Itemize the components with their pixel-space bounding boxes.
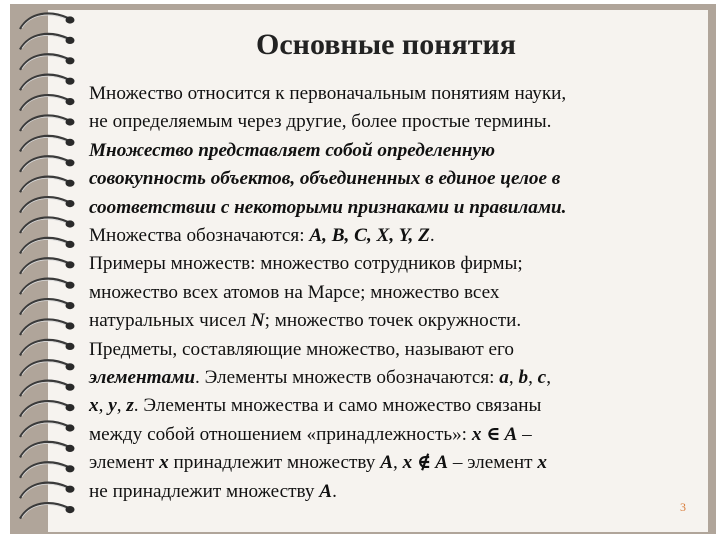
- text-segment: –: [517, 423, 532, 445]
- text-segment: x: [159, 452, 169, 474]
- text-segment: x ∉ A: [402, 452, 449, 474]
- spiral-ring: [20, 54, 75, 70]
- text-segment: N: [250, 310, 265, 332]
- spiral-ring: [20, 483, 75, 499]
- spiral-ring: [20, 95, 75, 111]
- spiral-ring: [20, 13, 75, 29]
- text-segment: множество всех атомов на Марсе; множество всех: [89, 281, 500, 303]
- text-segment: A: [319, 480, 333, 502]
- text-segment: Множество представляет собой определенную: [89, 139, 496, 161]
- body-text: [89, 80, 709, 506]
- text-segment: x: [537, 452, 547, 474]
- body-line: [89, 80, 709, 108]
- body-line: [89, 137, 709, 165]
- body-line: [89, 336, 709, 364]
- text-segment: ,: [98, 395, 109, 417]
- spiral-ring: [20, 462, 75, 478]
- spiral-ring: [20, 115, 75, 131]
- spiral-ring: [20, 401, 75, 417]
- text-segment: .: [429, 225, 435, 247]
- text-segment: Множества обозначаются:: [89, 225, 310, 247]
- body-line: [89, 478, 709, 506]
- text-segment: элементами: [89, 367, 196, 389]
- spiral-ring: [20, 319, 75, 335]
- text-segment: Множество относится к первоначальным понятиям науки,: [89, 83, 567, 104]
- spiral-ring: [20, 381, 75, 397]
- body-line: [89, 392, 709, 420]
- spiral-ring: [20, 442, 75, 458]
- text-segment: совокупность объектов, объединенных в единое целое в: [89, 168, 561, 190]
- text-segment: a: [499, 367, 509, 389]
- text-segment: c: [537, 367, 547, 389]
- text-segment: – элемент: [448, 452, 538, 474]
- body-line: [89, 421, 709, 449]
- spiral-ring: [20, 258, 75, 274]
- spiral-ring: [20, 177, 75, 193]
- spiral-ring: [20, 34, 75, 50]
- spiral-ring: [20, 217, 75, 233]
- text-segment: соответствии с некоторыми признаками и правилами.: [89, 196, 567, 218]
- text-segment: ,: [393, 452, 403, 474]
- spiral-binding: [0, 0, 96, 540]
- spiral-ring: [20, 136, 75, 152]
- text-segment: .: [332, 480, 337, 502]
- text-segment: Предметы, составляющие множество, называют его: [89, 338, 515, 360]
- body-line: [89, 194, 709, 222]
- slide-title: Основные понятия: [256, 28, 516, 61]
- text-segment: между собой отношением «принадлежность»:: [89, 423, 472, 445]
- body-line: [89, 222, 709, 250]
- text-segment: ; множество точек окружности.: [264, 310, 522, 332]
- text-segment: не принадлежит множеству: [89, 480, 320, 502]
- body-line: [89, 165, 709, 193]
- text-segment: Примеры множеств: множество сотрудников фирмы;: [89, 253, 523, 275]
- spiral-ring: [20, 503, 75, 519]
- text-segment: не определяемым через другие, более простые термины.: [89, 111, 552, 133]
- text-segment: A, B, C, X, Y, Z: [309, 225, 430, 247]
- spiral-ring: [20, 156, 75, 172]
- text-segment: y: [108, 395, 117, 417]
- text-segment: натуральных чисел: [89, 310, 251, 332]
- body-line: [89, 307, 709, 335]
- body-line: [89, 449, 709, 477]
- body-line: [89, 250, 709, 278]
- spiral-ring: [20, 75, 75, 91]
- text-segment: ,: [508, 367, 519, 389]
- page-number: 3: [680, 500, 686, 514]
- body-line: [89, 279, 709, 307]
- spiral-ring: [20, 340, 75, 356]
- text-segment: x: [89, 395, 99, 417]
- spiral-ring: [20, 299, 75, 315]
- text-segment: . Элементы множеств обозначаются:: [195, 367, 500, 389]
- spiral-ring: [20, 238, 75, 254]
- text-segment: ,: [116, 395, 127, 417]
- spiral-ring: [20, 360, 75, 376]
- text-segment: принадлежит множеству: [168, 452, 381, 474]
- text-segment: A: [380, 452, 393, 474]
- text-segment: элемент: [89, 452, 160, 474]
- text-segment: . Элементы множества и само множество связаны: [133, 395, 542, 417]
- spiral-ring: [20, 421, 75, 437]
- body-line: [89, 364, 709, 392]
- spiral-ring: [20, 197, 75, 213]
- text-segment: x ∈ A: [471, 423, 518, 445]
- spiral-ring: [20, 279, 75, 295]
- text-segment: z: [126, 395, 134, 417]
- text-segment: b: [518, 367, 529, 389]
- body-line: [89, 108, 709, 136]
- text-segment: ,: [528, 367, 538, 389]
- text-segment: ,: [546, 367, 551, 389]
